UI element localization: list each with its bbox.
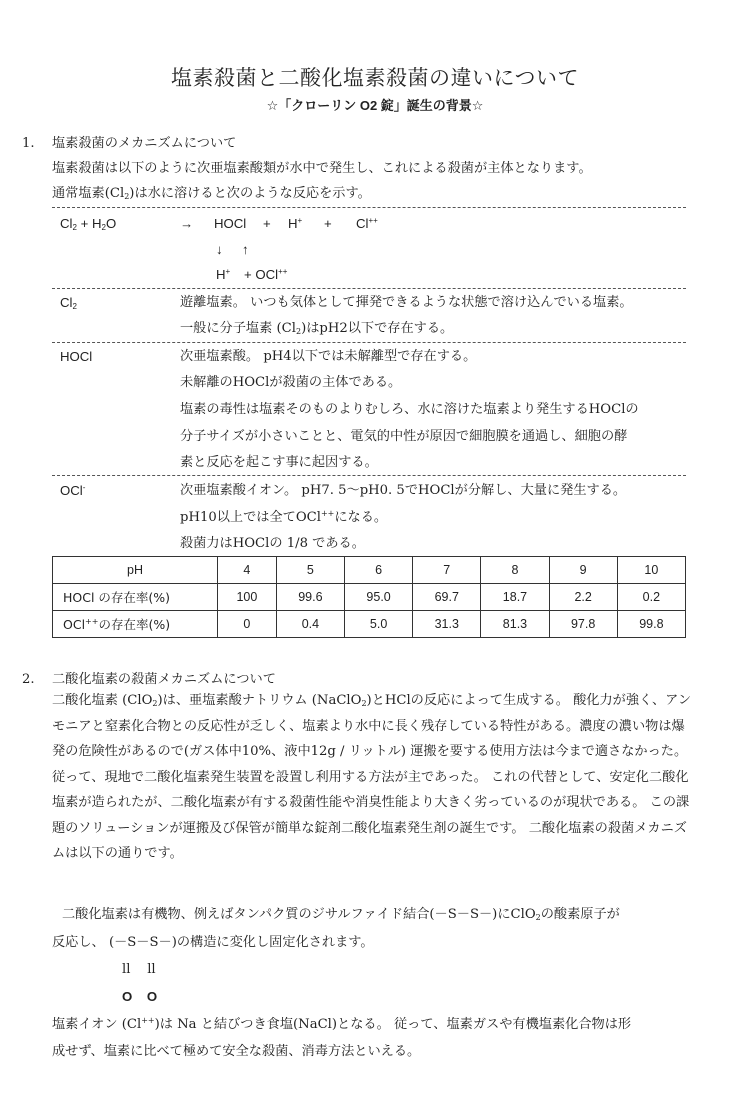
table-header-cell: 6 xyxy=(345,557,413,584)
table-cell: 99.6 xyxy=(276,584,344,611)
reaction-reactants: $Cl_2 + H_2O$ xyxy=(60,216,117,232)
table-cell: 95.0 xyxy=(345,584,413,611)
table-row xyxy=(53,584,686,611)
table-header-cell: 5 xyxy=(276,557,344,584)
cl2-line-2: 一般に分子塩素 $(Cl_2)$はpH2以下で存在する。 xyxy=(180,321,454,336)
table-cell: 0.2 xyxy=(617,584,685,611)
section-2-paragraph-2-line-2: 反応し、 (－S－S－)の構造に変化し固定化されます。 xyxy=(52,935,374,950)
table-cell: 81.3 xyxy=(481,611,549,638)
ocl-label: OCl- xyxy=(60,483,86,498)
section-2-paragraph-2-line-1: 二酸化塩素は有機物、例えばタンパク質のジサルファイド結合(－S－S－)にClO$_2$の酸素原子が xyxy=(62,907,620,922)
table-cell: 5.0 xyxy=(345,611,413,638)
cl2-line-1: 遊離塩素。 いつも気体として揮発できるような状態で溶け込んでいる塩素。 xyxy=(180,295,633,310)
double-bond-marks: ll ll xyxy=(122,962,156,977)
table-row xyxy=(53,557,686,584)
ph-distribution-table xyxy=(52,556,686,638)
divider xyxy=(52,342,686,343)
section-2-number: 2. xyxy=(22,672,35,687)
reaction-plus-2: + xyxy=(324,216,332,231)
page-title: 塩素殺菌と二酸化塩素殺菌の違いについて xyxy=(170,66,580,90)
table-cell: 69.7 xyxy=(413,584,481,611)
table-header-cell: 8 xyxy=(481,557,549,584)
section-1-intro-line-1: 塩素殺菌は以下のように次亜塩素酸類が水中で発生し、これによる殺菌が主体となります。 xyxy=(52,161,592,176)
divider xyxy=(52,475,686,476)
hocl-line-1: 次亜塩素酸。 pH4以下では未解離型で存在する。 xyxy=(180,349,477,364)
oxygen-atoms: O O xyxy=(122,989,158,1004)
divider xyxy=(52,288,686,289)
table-cell: 97.8 xyxy=(549,611,617,638)
reaction-plus-1: + xyxy=(263,216,271,231)
section-2-paragraph-1: 二酸化塩素 (ClO$_2$)は、亜塩素酸ナトリウム (NaClO$_2$)とHClの反応によって生成する。 酸化力が強く、アンモニアと窒素化合物との反応性が乏しく、塩素より水中に長く残存している特性がある。濃度の濃い物は爆発の危険性があるので(ガス体中10%、液中12g / リットル) 運搬を要する使用方法は今まで適さなかった。 従って、現地で二酸化塩素発生装置を設置し利用する方法が主であった。 これの代替として、安定化二酸化塩素が造られたが、二酸化塩素が有する殺菌性能や消臭性能より大きく劣っているのが現状である。 この課題のソリューションが運搬及び保管が簡単な錠剤二酸化塩素発生剤の誕生です。 二酸化塩素の殺菌メカニズムは以下の通りです。 xyxy=(52,693,692,861)
table-header-cell: pH xyxy=(53,557,218,584)
table-header-cell: 9 xyxy=(549,557,617,584)
table-header-cell: 10 xyxy=(617,557,685,584)
table-cell: 0.4 xyxy=(276,611,344,638)
table-cell: 99.8 xyxy=(617,611,685,638)
table-row xyxy=(53,611,686,638)
divider xyxy=(52,207,686,208)
reaction-down-arrow: ↓ xyxy=(216,242,223,257)
hocl-line-2: 未解離のHOClが殺菌の主体である。 xyxy=(180,375,402,390)
section-2-paragraph-3-line-2: 成せず、塩素に比べて極めて安全な殺菌、消毒方法といえる。 xyxy=(52,1044,421,1059)
table-header-cell: 7 xyxy=(413,557,481,584)
cl2-label: $Cl_2$ xyxy=(60,295,77,311)
table-header-cell: 4 xyxy=(218,557,277,584)
table-cell: 18.7 xyxy=(481,584,549,611)
section-1-intro-line-2: 通常塩素$(Cl_2)$は水に溶けると次のような反応を示す。 xyxy=(52,186,371,201)
ocl-line-1: 次亜塩素酸イオン。 pH7. 5～pH0. 5でHOClが分解し、大量に発生する。 xyxy=(180,483,627,498)
table-cell: 31.3 xyxy=(413,611,481,638)
hocl-line-4: 分子サイズが小さいことと、電気的中性が原因で細胞膜を通過し、細胞の酵 xyxy=(180,429,628,444)
reaction-h-ion-2: H+ xyxy=(216,267,231,282)
ocl-line-3: 殺菌力はHOClの 1/8 である。 xyxy=(180,536,365,551)
table-row-label: HOCl の存在率(%) xyxy=(53,584,218,611)
hocl-label: HOCl xyxy=(60,349,93,364)
ocl-line-2: pH10以上では全てOCl++になる。 xyxy=(180,509,388,525)
page-subtitle: ☆「クローリン O2 錠」誕生の背景☆ xyxy=(266,98,484,113)
reaction-cl-ion: Cl++ xyxy=(356,216,378,231)
hocl-line-5: 素と反応を起こす事に起因する。 xyxy=(180,455,378,470)
table-cell: 2.2 xyxy=(549,584,617,611)
reaction-h-ion: H+ xyxy=(288,216,303,231)
reaction-arrow: → xyxy=(180,216,194,231)
table-cell: 0 xyxy=(218,611,277,638)
table-row-label: OCl++の存在率(%) xyxy=(53,611,218,638)
section-1-number: 1. xyxy=(22,136,35,151)
hocl-line-3: 塩素の毒性は塩素そのものよりむしろ、水に溶けた塩素より発生するHOClの xyxy=(180,402,639,417)
section-2-heading: 二酸化塩素の殺菌メカニズムについて xyxy=(52,672,276,687)
table-cell: 100 xyxy=(218,584,277,611)
reaction-hocl: HOCl xyxy=(214,216,247,231)
reaction-up-arrow: ↑ xyxy=(242,242,249,257)
reaction-ocl-ion: + OCl++ xyxy=(244,267,288,282)
section-1-heading: 塩素殺菌のメカニズムについて xyxy=(52,136,237,151)
section-2-paragraph-3-line-1: 塩素イオン (Cl++)は Na と結びつき食塩(NaCl)となる。 従って、塩素ガスや有機塩素化合物は形 xyxy=(52,1016,632,1032)
